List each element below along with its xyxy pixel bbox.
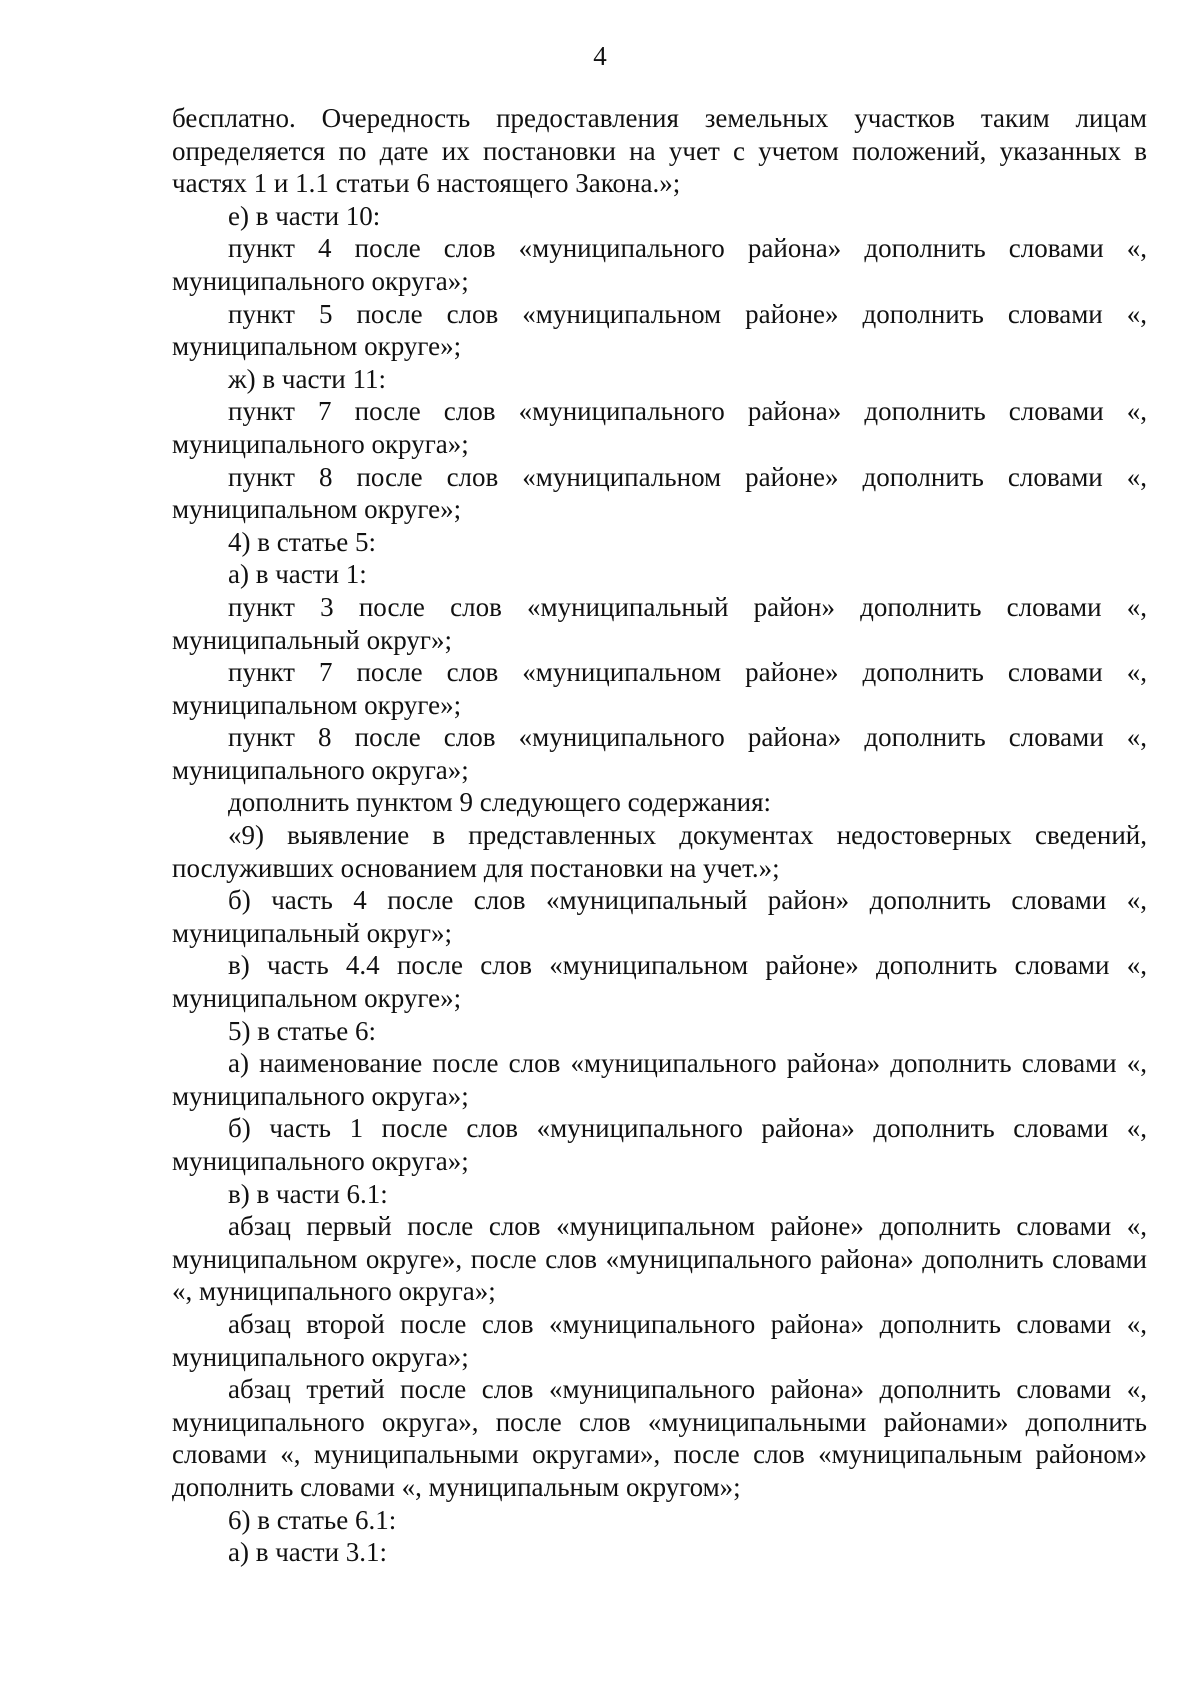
paragraph: пункт 7 после слов «муниципальном районе» дополнить словами «, муниципальном округе»;	[172, 657, 1147, 720]
paragraph: бесплатно. Очередность предоставления земельных участков таким лицам определяется по дате их постановки на учет с учетом положений, указанных в частях 1 и 1.1 статьи 6 настоящего Закона.»;	[172, 103, 1147, 199]
paragraph: б) часть 1 после слов «муниципального района» дополнить словами «, муниципального округа»;	[172, 1113, 1147, 1176]
paragraph: пункт 8 после слов «муниципального района» дополнить словами «, муниципального округа»;	[172, 722, 1147, 785]
paragraph: абзац второй после слов «муниципального района» дополнить словами «, муниципального округа»;	[172, 1308, 1147, 1372]
page-number: 4	[593, 41, 607, 71]
paragraph: б) часть 4 после слов «муниципальный район» дополнить словами «, муниципальный округ»;	[172, 885, 1147, 948]
paragraph: абзац третий после слов «муниципального района» дополнить словами «, муниципального округа», после слов «муниципальными районами» дополнить словами «, муниципальными округами», после слов «муниципальным районом» дополнить словами «, муниципальным округом»;	[172, 1374, 1147, 1502]
paragraph: в) часть 4.4 после слов «муниципальном районе» дополнить словами «, муниципальном округе»;	[172, 950, 1147, 1014]
paragraph: абзац первый после слов «муниципальном районе» дополнить словами «, муниципальном округе», после слов «муниципального района» дополнить словами «, муниципального округа»;	[172, 1211, 1147, 1307]
paragraph: 6) в статье 6.1:	[228, 1504, 397, 1535]
paragraph: ж) в части 11:	[228, 363, 386, 394]
paragraph: а) в части 3.1:	[228, 1537, 388, 1568]
paragraph: пункт 8 после слов «муниципальном районе» дополнить словами «, муниципальном округе»;	[172, 461, 1147, 525]
paragraph: 5) в статье 6:	[228, 1015, 376, 1046]
document-body	[172, 102, 1147, 1569]
paragraph: в) в части 6.1:	[228, 1178, 388, 1209]
paragraph: «9) выявление в представленных документах недостоверных сведений, послуживших основанием для постановки на учет.»;	[172, 820, 1147, 883]
paragraph: пункт 5 после слов «муниципальном районе» дополнить словами «, муниципальном округе»;	[172, 298, 1147, 362]
paragraph: 4) в статье 5:	[228, 526, 376, 557]
paragraph: пункт 3 после слов «муниципальный район» дополнить словами «, муниципальный округ»;	[172, 591, 1147, 655]
paragraph: пункт 4 после слов «муниципального района» дополнить словами «, муниципального округа»;	[172, 233, 1147, 296]
paragraph: пункт 7 после слов «муниципального района» дополнить словами «, муниципального округа»;	[172, 396, 1147, 459]
paragraph: дополнить пунктом 9 следующего содержания:	[228, 787, 772, 818]
paragraph: е) в части 10:	[228, 200, 381, 231]
paragraph: а) наименование после слов «муниципального района» дополнить словами «, муниципального округа»;	[172, 1048, 1147, 1111]
paragraph: а) в части 1:	[228, 559, 367, 590]
